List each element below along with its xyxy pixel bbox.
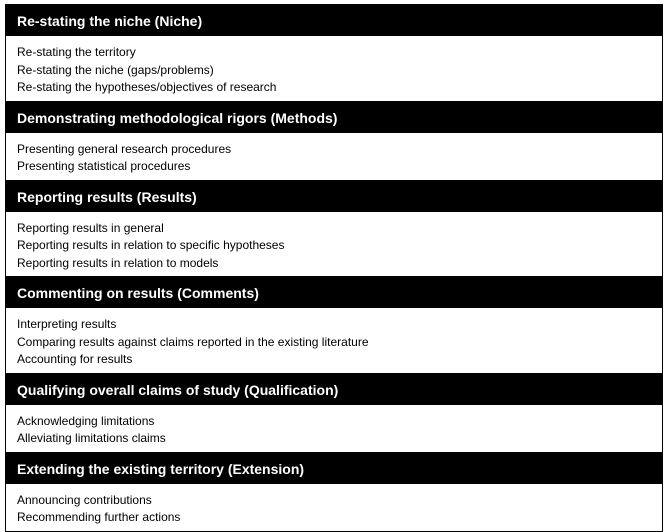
list-item: Re-stating the niche (gaps/problems) [17,62,214,77]
list-item: Reporting results in relation to specific hypotheses [17,238,285,252]
section-comments [6,276,662,373]
section-header: Reporting results (Results) [6,180,662,212]
section-header: Qualifying overall claims of study (Qualification) [6,373,662,405]
list-item: Reporting results in relation to models [17,255,219,270]
section-header: Demonstrating methodological rigors (Methods) [6,101,662,133]
section-niche [6,4,662,101]
moves-table [5,4,663,532]
section-body [6,484,662,531]
section-body [6,308,662,373]
section-header: Extending the existing territory (Extension) [6,452,662,484]
list-item: Announcing contributions [17,492,152,507]
section-header: Re-stating the niche (Niche) [6,4,662,36]
list-item: Re-stating the hypotheses/objectives of research [17,80,277,94]
section-body [6,212,662,277]
section-header: Commenting on results (Comments) [6,276,662,308]
section-body [6,405,662,452]
list-item: Re-stating the territory [17,45,136,59]
section-body [6,36,662,101]
section-results [6,180,662,277]
section-extension [6,452,662,531]
list-item: Acknowledging limitations [17,413,155,428]
list-item: Alleviating limitations claims [17,431,166,445]
section-methods [6,101,662,180]
section-qualification [6,373,662,452]
list-item: Comparing results against claims reported in the existing literature [17,334,369,349]
list-item: Presenting general research procedures [17,141,232,156]
list-item: Reporting results in general [17,220,164,235]
list-item: Interpreting results [17,317,117,331]
list-item: Accounting for results [17,352,133,366]
section-body [6,133,662,180]
list-item: Recommending further actions [17,510,181,524]
list-item: Presenting statistical procedures [17,159,191,173]
